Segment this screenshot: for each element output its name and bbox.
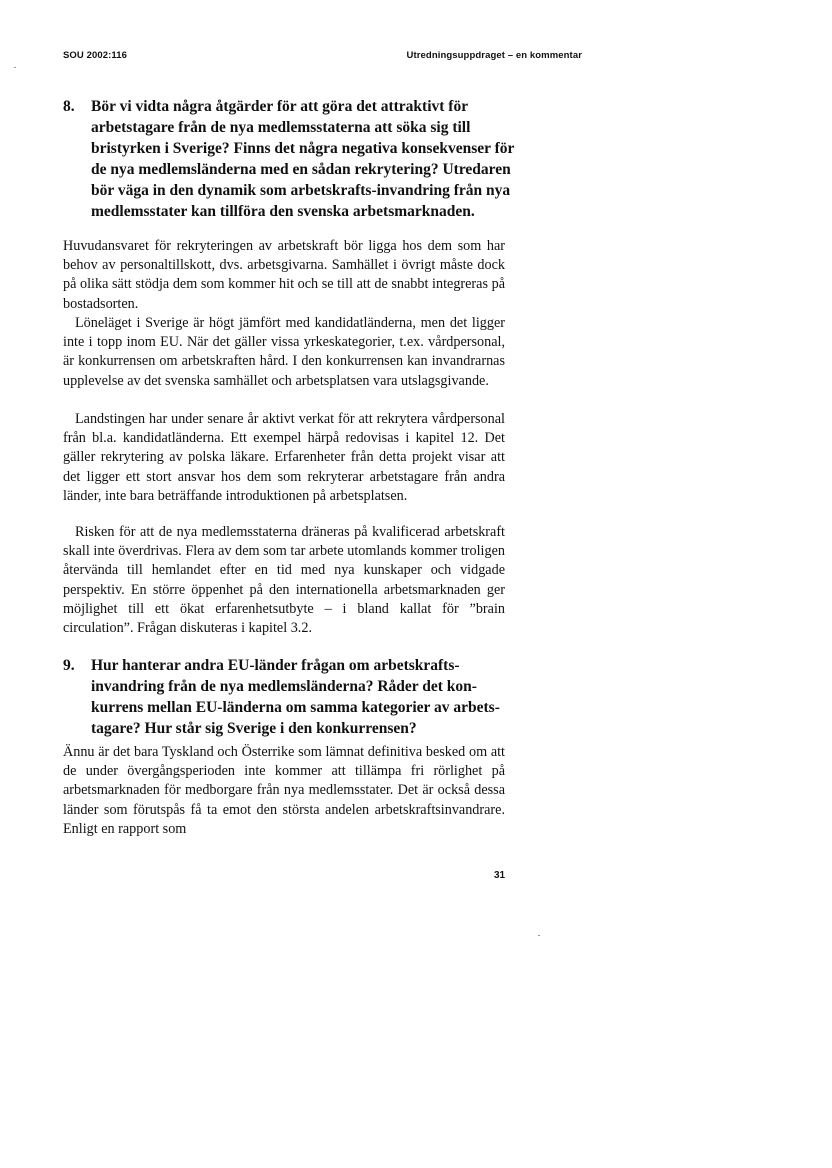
- question-8: [63, 96, 525, 222]
- scan-speck: [14, 67, 16, 68]
- running-header-left: SOU 2002:116: [63, 50, 128, 61]
- answer-8-paragraph-1: Huvudansvaret för rekryteringen av arbetskraft bör ligga hos dem som har behov av personaltillskott, dvs. arbetsgivarna. Samhället i övrigt måste dock på olika sätt stödja dem som kommer hit och se till att de snabbt integreras på bostadsorten.: [63, 238, 505, 312]
- question-text: Bör vi vidta några åtgärder för att göra det attraktivt för arbetstagare från de nya medlemsstaterna att söka sig till bristyrken i Sverige? Finns det några negativa konsekvenser för de nya medlemsländerna med en sådan rekrytering? Utredaren bör väga in den dynamik som arbetskrafts-invandring från nya medlemsstater kan tillföra den svenska arbetsmarknaden.: [91, 98, 515, 220]
- question-number: 9.: [63, 657, 75, 674]
- question-number: 8.: [63, 98, 75, 115]
- page-number: 31: [494, 870, 506, 881]
- question-9: [63, 655, 525, 739]
- answer-8-paragraph-2: Löneläget i Sverige är högt jämfört med kandidatländerna, men det ligger inte i topp inom EU. När det gäller vissa yrkeskategorier, t.ex. vårdpersonal, är konkurrensen om arbetskraften hård. I den konkurrensen kan invandrarnas upplevelse av det svenska samhället och arbetsplatsen vara utslagsgivande.: [63, 315, 505, 389]
- running-header-right: Utredningsuppdraget – en kommentar: [406, 50, 582, 61]
- answer-9-paragraph-1: Ännu är det bara Tyskland och Österrike som lämnat definitiva besked om att de under övergångsperioden inte kommer att tillämpa fri rörlighet på arbetsmarknaden för medborgare från nya medlemsstater. Det är också dessa länder som förutspås få ta emot den största andelen arbetskraftsinvandrare. Enligt en rapport som: [63, 744, 505, 837]
- answer-8-paragraph-3: Landstingen har under senare år aktivt verkat för att rekrytera vårdpersonal från bl.a. kandidatländerna. Ett exempel härpå redovisas i kapitel 12. Det gäller rekrytering av polska läkare. Erfarenheter från detta projekt visar att det ligger ett stort ansvar hos dem som rekryterar arbetstagare från andra länder, inte bara beträffande introduktionen på arbetsplatsen.: [63, 411, 505, 504]
- scan-speck: [538, 935, 540, 936]
- question-text: Hur hanterar andra EU-länder frågan om arbetskrafts-invandring från de nya medlemsländerna? Råder det kon-kurrens mellan EU-länderna om samma kategorier av arbets-tagare? Hur står sig Sverige i den konkurrensen?: [91, 657, 500, 737]
- answer-8-paragraph-4: Risken för att de nya medlemsstaterna dräneras på kvalificerad arbetskraft skall inte överdrivas. Flera av dem som tar arbete utomlands kommer troligen återvända till hemlandet efter en tid med nya kunskaper och vidgade perspektiv. En större öppenhet på den internationella arbetsmarknaden ger möjlighet till ett ökat erfarenhetsutbyte – i bland kallat för ”brain circulation”. Frågan diskuteras i kapitel 3.2.: [63, 524, 505, 637]
